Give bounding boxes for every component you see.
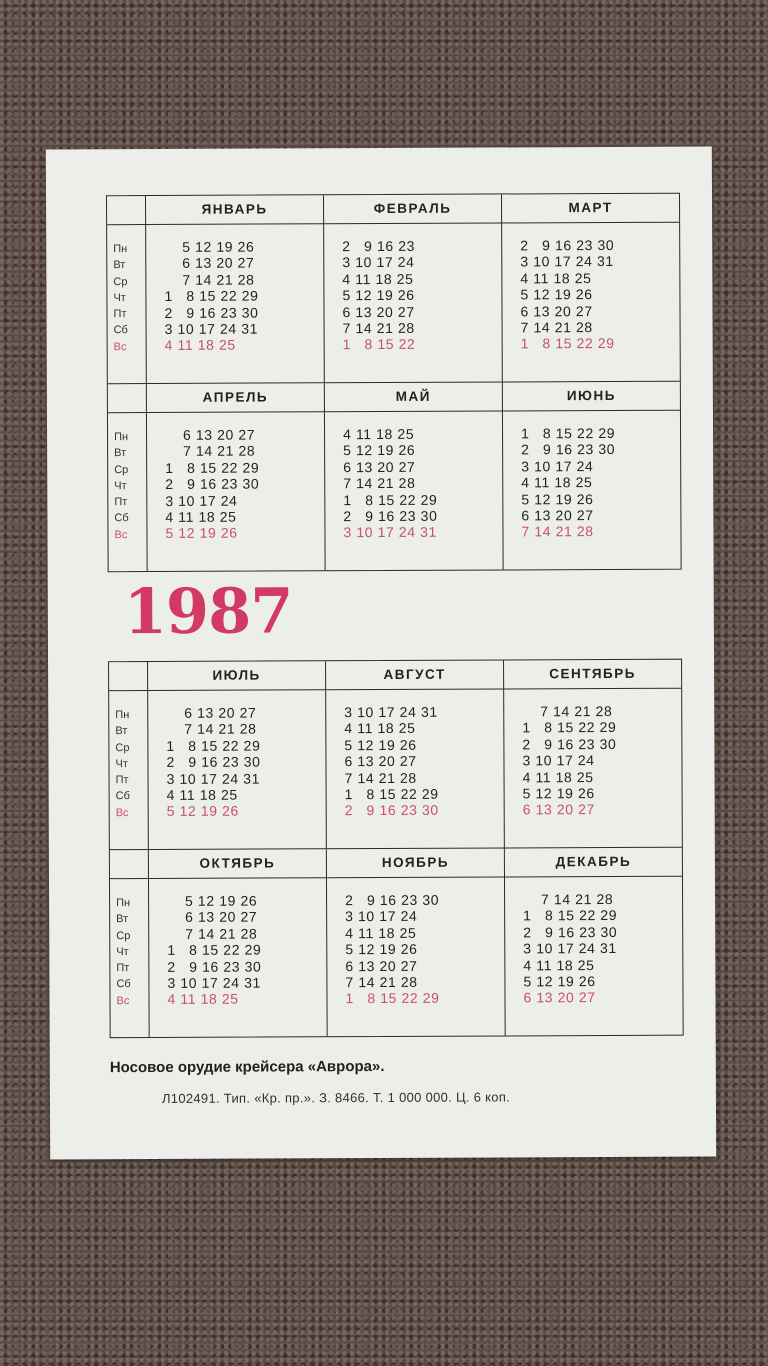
week-row: 6 13 20 27 <box>521 507 594 524</box>
week-row: 7 14 21 28 <box>523 890 614 908</box>
week-row: 3 10 17 24 31 <box>167 974 261 991</box>
week-row: 6 13 20 27 <box>165 426 256 443</box>
weekday-label: Чт <box>113 292 126 305</box>
month-name: ФЕВРАЛЬ <box>323 194 501 224</box>
calendar-card <box>46 147 716 1160</box>
month-days <box>324 411 503 570</box>
week-row: 3 10 17 24 31 <box>523 940 617 957</box>
weekday-label: Вс <box>113 340 127 353</box>
week-row: 1 8 15 22 29 <box>522 719 617 736</box>
week-row: 3 10 17 24 31 <box>343 524 437 541</box>
week-row: 5 12 19 26 <box>344 736 417 753</box>
month-name: АПРЕЛЬ <box>146 383 324 413</box>
week-row: 2 9 16 23 30 <box>166 753 261 771</box>
month-days <box>501 223 680 382</box>
week-row: 2 9 16 23 30 <box>521 441 616 458</box>
week-row: 6 13 20 27 <box>520 302 593 320</box>
month-name: МАРТ <box>501 194 679 224</box>
week-row: 2 9 16 23 30 <box>345 891 440 909</box>
week-row: 2 9 16 23 <box>342 237 416 255</box>
week-row: 5 12 19 26 <box>345 941 418 958</box>
week-row: 2 9 16 23 30 <box>164 304 259 321</box>
week-row: 5 12 19 26 <box>520 286 593 303</box>
week-row: 3 10 17 24 <box>342 254 415 271</box>
weekday-label: Пт <box>114 496 128 509</box>
week-row: 5 12 19 26 <box>167 892 258 909</box>
weekday-label: Чт <box>114 479 127 493</box>
week-row: 5 12 19 26 <box>522 785 595 802</box>
week-row: 2 9 16 23 30 <box>343 507 438 525</box>
month-name: ЯНВАРЬ <box>145 195 323 225</box>
weekday-label: Ср <box>113 275 128 288</box>
week-row: 6 13 20 27 <box>523 989 596 1006</box>
week-row: 3 10 17 24 31 <box>164 320 259 337</box>
week-row: 4 11 18 25 <box>521 474 593 491</box>
week-row: 1 8 15 22 <box>342 336 416 353</box>
week-row: 7 14 21 28 <box>165 442 256 460</box>
week-row: 2 9 16 23 30 <box>522 735 617 753</box>
weekday-label: Вт <box>115 725 128 738</box>
week-row: 6 13 20 27 <box>522 801 595 818</box>
week-row: 1 8 15 22 29 <box>343 491 438 508</box>
week-row: 1 8 15 22 29 <box>345 990 440 1007</box>
month-days <box>147 690 326 849</box>
weekday-label: Пт <box>113 308 127 321</box>
week-row: 7 14 21 28 <box>520 319 593 336</box>
week-row: 1 8 15 22 29 <box>521 424 616 442</box>
week-row: 5 12 19 26 <box>166 803 239 820</box>
month-days <box>326 877 505 1036</box>
month-days <box>503 689 682 848</box>
week-row: 4 11 18 25 <box>345 924 417 941</box>
month-name: ИЮЛЬ <box>147 661 325 691</box>
weekday-label: Пт <box>115 774 129 787</box>
month-name: АВГУСТ <box>325 660 503 690</box>
weekday-label: Вт <box>114 447 127 460</box>
month-name: СЕНТЯБРЬ <box>503 660 681 690</box>
week-row: 7 14 21 28 <box>164 271 255 288</box>
weekday-label: Пн <box>113 243 128 256</box>
week-row: 6 13 20 27 <box>167 908 258 926</box>
weekday-label: Пн <box>116 897 131 910</box>
month-days <box>325 689 504 848</box>
month-days <box>146 412 325 571</box>
week-row: 5 12 19 26 <box>523 973 596 990</box>
week-row: 2 9 16 23 30 <box>520 236 615 254</box>
week-row: 2 9 16 23 30 <box>344 802 439 819</box>
weekday-label: Чт <box>115 757 128 771</box>
year-label: 1987 <box>123 574 293 649</box>
week-row: 2 9 16 23 30 <box>523 923 618 941</box>
week-row: 7 14 21 28 <box>342 319 415 337</box>
week-row: 6 13 20 27 <box>344 753 417 770</box>
header-corner <box>107 196 145 225</box>
weekday-label: Сб <box>115 790 130 803</box>
week-row: 4 11 18 25 <box>522 768 594 786</box>
month-name: МАЙ <box>324 382 502 412</box>
week-row: 5 12 19 26 <box>165 525 238 542</box>
week-row: 4 11 18 25 <box>344 720 416 737</box>
header-corner <box>108 384 146 413</box>
week-row: 1 8 15 22 29 <box>167 941 262 959</box>
week-row: 5 12 19 26 <box>521 490 594 508</box>
weekday-column <box>107 225 146 383</box>
week-row: 6 13 20 27 <box>343 458 416 475</box>
week-row: 3 10 17 24 <box>165 492 238 509</box>
calendar-grid-bottom <box>108 659 684 1039</box>
imprint: Л102491. Тип. «Кр. пр.». З. 8466. Т. 1 000 000. Ц. 6 коп. <box>161 1089 511 1106</box>
week-row: 1 8 15 22 29 <box>166 737 261 754</box>
week-row: 5 12 19 26 <box>342 287 415 304</box>
week-row: 4 11 18 25 <box>523 956 595 974</box>
weekday-column <box>108 413 147 571</box>
week-row: 4 11 18 25 <box>343 425 415 443</box>
week-row: 3 10 17 24 31 <box>166 770 261 787</box>
week-row: 3 10 17 24 31 <box>520 253 614 270</box>
weekday-label: Ср <box>114 463 129 476</box>
weekday-label: Пн <box>115 709 130 722</box>
month-days <box>504 877 683 1036</box>
weekday-label: Сб <box>113 324 128 337</box>
weekday-column <box>109 691 148 849</box>
month-days <box>502 411 681 570</box>
week-row: 3 10 17 24 <box>521 457 594 475</box>
week-row: 4 11 18 25 <box>164 337 236 354</box>
weekday-label: Вс <box>116 994 130 1007</box>
week-row: 7 14 21 28 <box>344 769 417 786</box>
weekday-label: Ср <box>116 929 131 942</box>
week-row: 7 14 21 28 <box>345 973 418 991</box>
week-row: 3 10 17 24 31 <box>344 703 438 721</box>
week-row: 3 10 17 24 <box>522 752 595 769</box>
weekday-label: Вт <box>113 259 126 272</box>
weekday-label: Пн <box>114 431 129 444</box>
week-row: 7 14 21 28 <box>167 925 258 942</box>
week-row: 1 8 15 22 29 <box>165 459 260 476</box>
week-row: 7 14 21 28 <box>343 475 416 492</box>
week-row: 4 11 18 25 <box>342 270 414 287</box>
month-name: НОЯБРЬ <box>326 848 504 878</box>
month-name: ИЮНЬ <box>502 382 680 412</box>
week-row: 1 8 15 22 29 <box>520 335 615 352</box>
week-row: 5 12 19 26 <box>343 442 416 459</box>
weekday-label: Чт <box>116 945 129 959</box>
weekday-label: Сб <box>114 512 129 525</box>
week-row: 2 9 16 23 30 <box>165 475 260 493</box>
month-days <box>145 224 324 383</box>
month-days <box>148 878 327 1037</box>
caption: Носовое орудие крейсера «Аврора». <box>109 1057 385 1077</box>
week-row: 7 14 21 28 <box>166 720 257 738</box>
week-row: 6 13 20 27 <box>345 957 418 974</box>
week-row: 4 11 18 25 <box>520 269 592 287</box>
week-row: 1 8 15 22 29 <box>164 287 259 305</box>
week-row: 1 8 15 22 29 <box>344 785 439 803</box>
week-row: 6 13 20 27 <box>164 254 255 272</box>
month-days <box>323 223 502 382</box>
weekday-label: Сб <box>116 978 131 991</box>
week-row: 5 12 19 26 <box>164 238 255 255</box>
year-band <box>108 571 680 659</box>
week-row: 4 11 18 25 <box>165 508 237 525</box>
header-corner <box>109 662 147 691</box>
header-corner <box>110 850 148 879</box>
weekday-column <box>110 879 149 1037</box>
weekday-label: Ср <box>115 741 130 754</box>
week-row: 6 13 20 27 <box>342 303 415 320</box>
week-row: 2 9 16 23 30 <box>167 958 262 975</box>
weekday-label: Вт <box>116 913 129 926</box>
weekday-label: Вс <box>115 806 129 819</box>
month-name: ОКТЯБРЬ <box>148 849 326 879</box>
week-row: 1 8 15 22 29 <box>523 907 618 924</box>
week-row: 4 11 18 25 <box>167 991 239 1008</box>
week-row: 7 14 21 28 <box>522 702 613 720</box>
week-row: 3 10 17 24 <box>345 908 418 925</box>
weekday-label: Пт <box>116 962 130 975</box>
week-row: 6 13 20 27 <box>166 704 257 721</box>
week-row: 4 11 18 25 <box>166 786 238 803</box>
weekday-label: Вс <box>114 528 128 541</box>
month-name: ДЕКАБРЬ <box>504 848 682 878</box>
week-row: 7 14 21 28 <box>521 523 594 540</box>
calendar-grid-top <box>106 193 682 573</box>
